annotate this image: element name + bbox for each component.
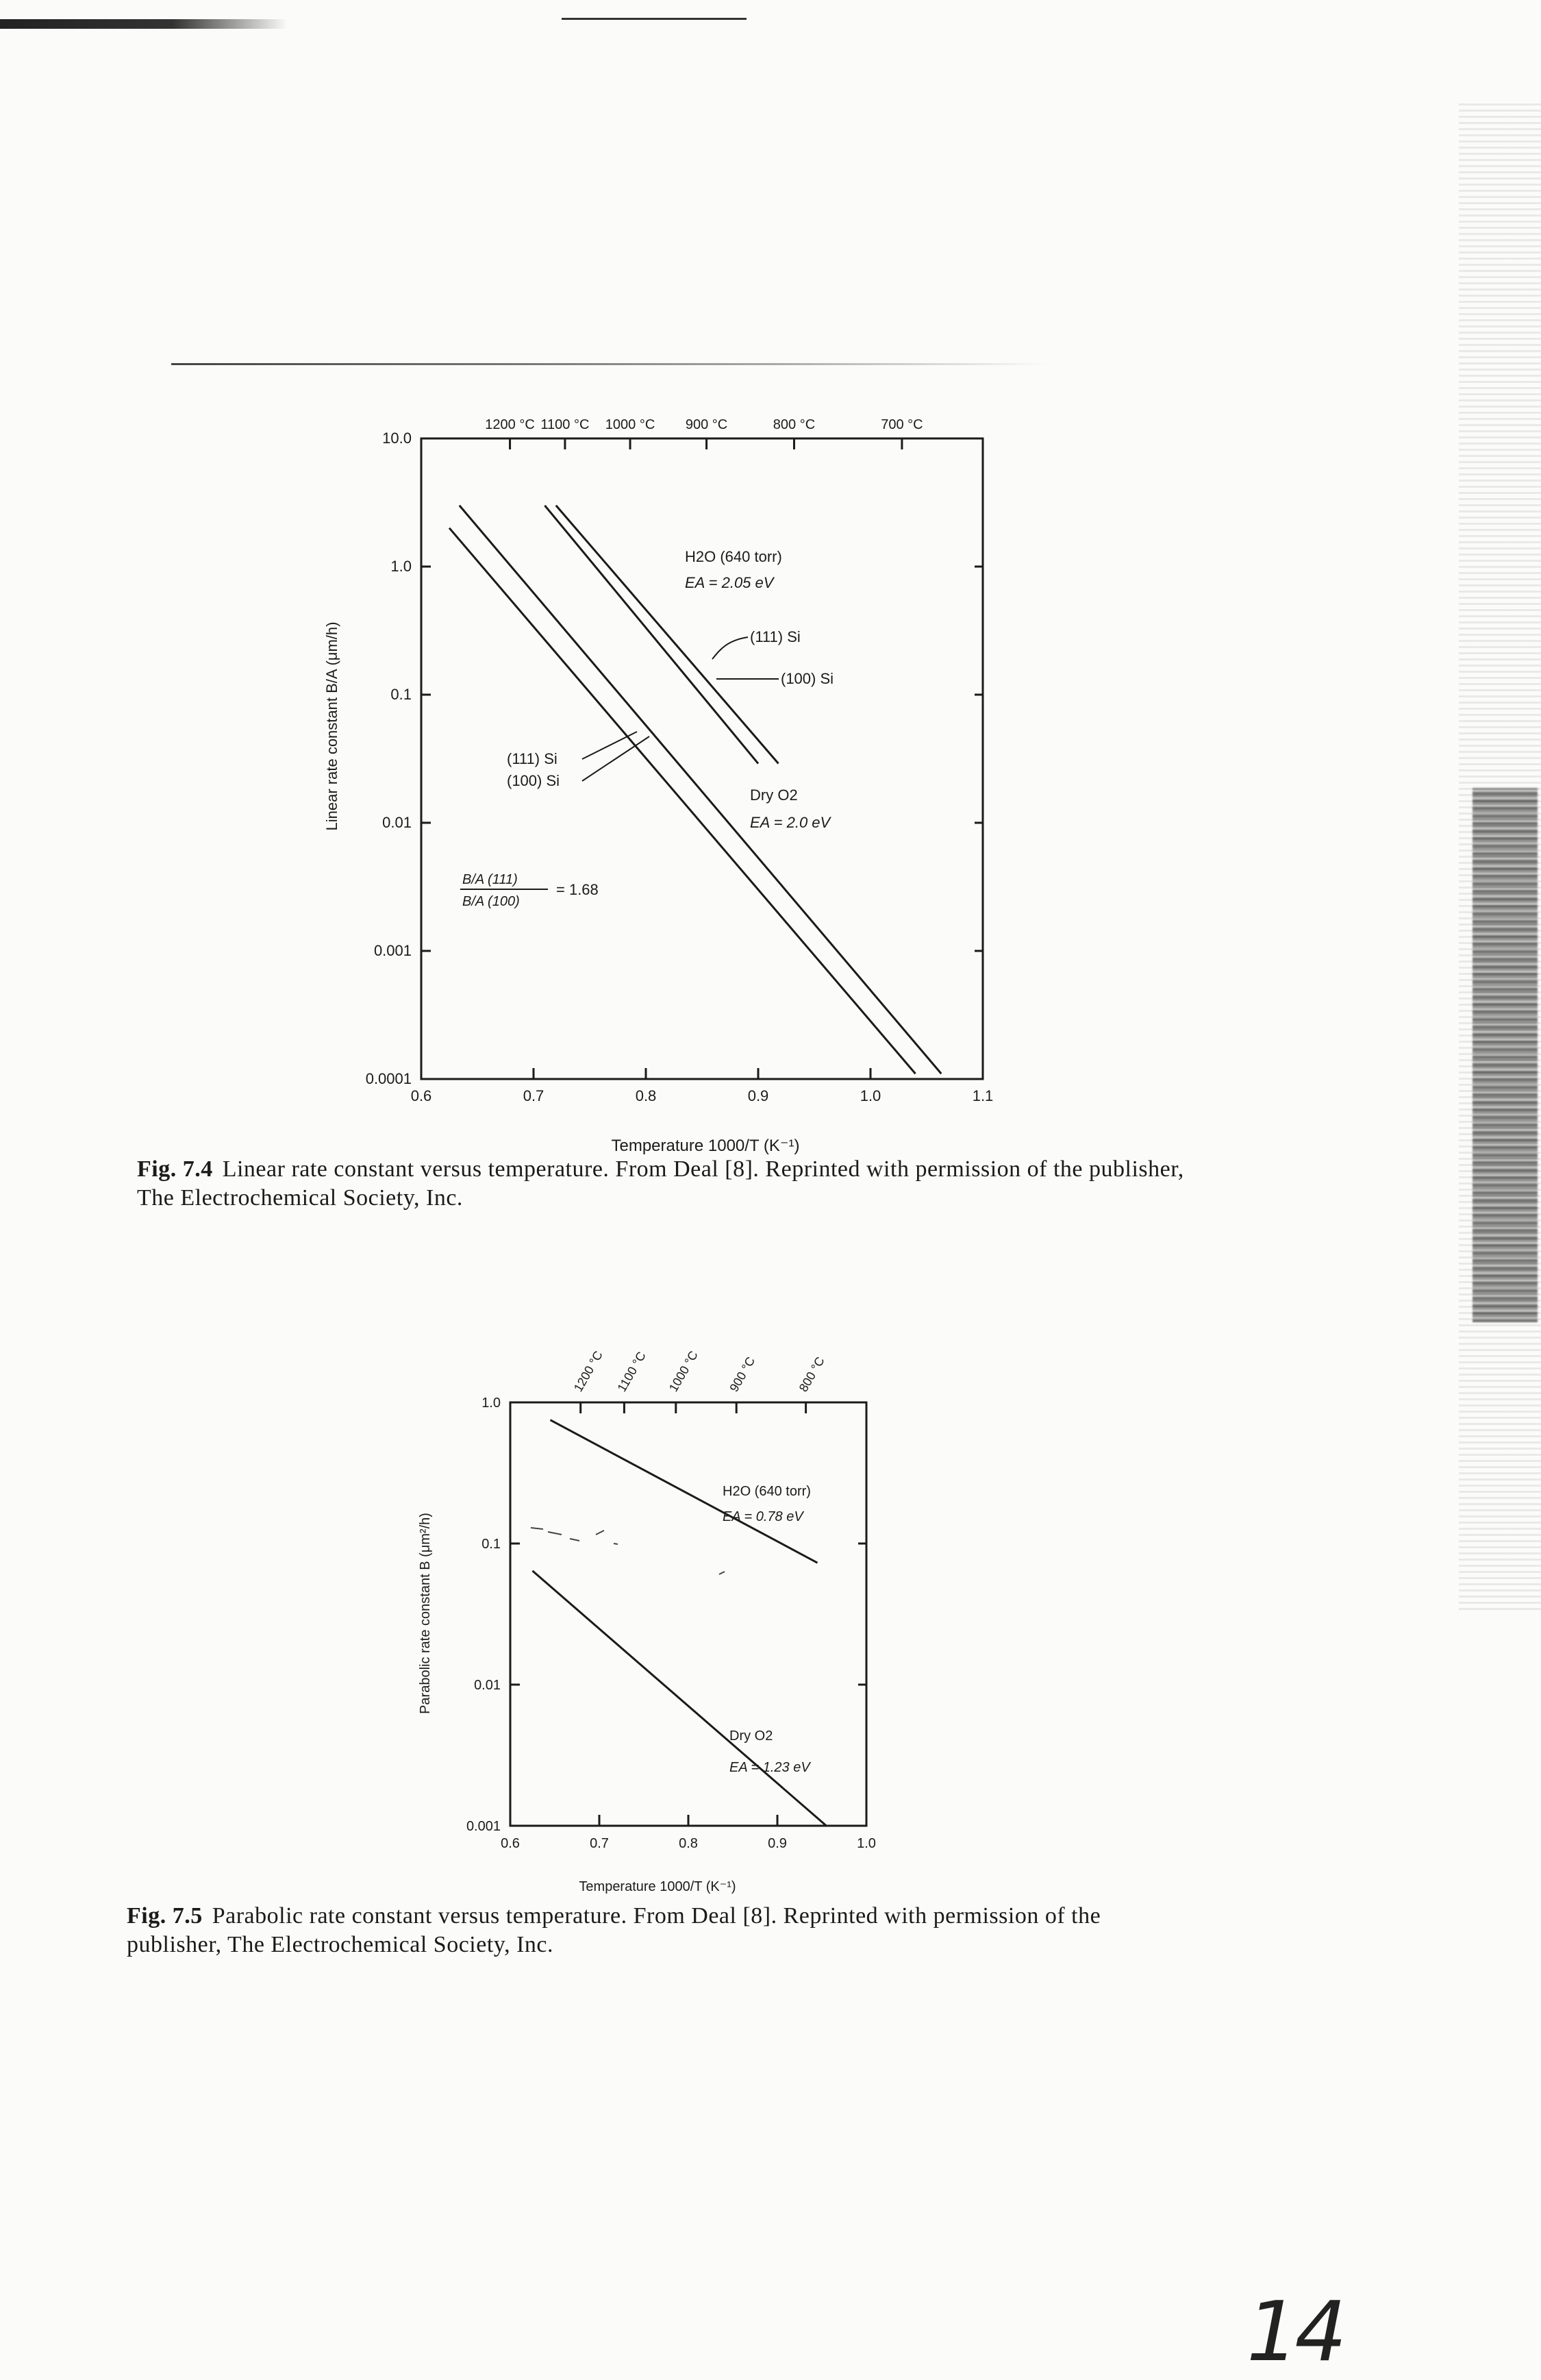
- figure-7-5-label: Fig. 7.5: [127, 1903, 203, 1929]
- dry-ea: EA = 1.23 eV: [729, 1760, 810, 1775]
- dry-111-leader: [582, 732, 637, 759]
- plot-frame: [421, 438, 983, 1079]
- x-tick-label: 0.9: [768, 1836, 787, 1851]
- y-tick-label: 10.0: [382, 430, 412, 447]
- y-tick-label: 0.1: [481, 1537, 501, 1552]
- figure-7-4-caption-text: Linear rate constant versus temperature. From Deal [8]. Reprinted with permission of the publisher, The Electrochemical Society, Inc.: [137, 1156, 1184, 1211]
- top-tick-label: 700 °C: [881, 417, 923, 432]
- dry-100-label: (100) Si: [507, 772, 560, 789]
- wet-100-label: (100) Si: [781, 670, 834, 687]
- dry-ea: EA = 2.0 eV: [750, 814, 831, 831]
- top-tick-label: 800 °C: [773, 417, 816, 432]
- series-line: [544, 506, 758, 764]
- wet-111-label: (111) Si: [750, 628, 801, 645]
- figure-7-4-caption: [137, 1155, 1205, 1213]
- x-tick-label: 0.6: [501, 1836, 520, 1851]
- x-tick-label: 1.0: [857, 1836, 876, 1851]
- ratio-numerator: B/A (111): [462, 872, 518, 887]
- x-tick-label: 0.8: [635, 1087, 657, 1104]
- figure-7-4-label: Fig. 7.4: [137, 1156, 213, 1182]
- figure-7-5-caption: [127, 1902, 1175, 1959]
- y-axis-title: Linear rate constant B/A (μm/h): [323, 621, 340, 831]
- x-tick-label: 0.8: [679, 1836, 698, 1851]
- top-tick-label: 1000 °C: [666, 1348, 701, 1394]
- dry-100-leader: [582, 736, 649, 781]
- top-tick-label: 800 °C: [796, 1354, 827, 1394]
- y-tick-label: 0.01: [382, 814, 412, 831]
- chart-parabolic-rate-constant: [418, 1348, 876, 1894]
- y-tick-label: 0.1: [390, 686, 412, 703]
- y-axis-title: Parabolic rate constant B (μm²/h): [418, 1513, 433, 1714]
- x-tick-label: 0.7: [590, 1836, 609, 1851]
- chart-linear-rate-constant: [323, 417, 993, 1155]
- y-tick-label: 1.0: [481, 1396, 501, 1411]
- y-tick-label: 0.001: [466, 1819, 501, 1834]
- page-number: 14: [1246, 2285, 1343, 2380]
- wet-ea: EA = 0.78 eV: [723, 1509, 803, 1524]
- top-tick-label: 1100 °C: [614, 1349, 649, 1394]
- ratio-denominator: B/A (100): [462, 894, 520, 909]
- dry-label: Dry O2: [729, 1728, 773, 1744]
- top-tick-label: 1200 °C: [571, 1348, 605, 1394]
- series-line: [449, 528, 916, 1074]
- top-tick-label: 1000 °C: [605, 417, 655, 432]
- top-tick-label: 900 °C: [685, 417, 728, 432]
- y-tick-label: 0.0001: [365, 1070, 412, 1087]
- top-temperature-axis: [571, 1348, 827, 1413]
- figure-7-5-caption-text: Parabolic rate constant versus temperature. From Deal [8]. Reprinted with permission of the publisher, The Electrochemical Society, Inc.: [127, 1903, 1101, 1957]
- wet-111-leader: [712, 637, 748, 659]
- x-tick-label: 1.0: [860, 1087, 881, 1104]
- x-axis: [411, 1068, 994, 1104]
- x-axis-title: Temperature 1000/T (K⁻¹): [579, 1879, 736, 1894]
- wet-label: H2O (640 torr): [685, 548, 782, 565]
- top-temperature-axis: [485, 417, 923, 449]
- y-tick-label: 0.01: [474, 1678, 501, 1693]
- x-tick-label: 0.9: [747, 1087, 769, 1104]
- series-line: [556, 506, 779, 764]
- top-tick-label: 1200 °C: [485, 417, 535, 432]
- top-tick-label: 1100 °C: [540, 417, 590, 432]
- x-tick-label: 0.7: [523, 1087, 544, 1104]
- y-tick-label: 0.001: [373, 942, 412, 959]
- dry-label: Dry O2: [750, 786, 798, 804]
- y-tick-label: 1.0: [390, 558, 412, 575]
- plot-frame: [510, 1402, 866, 1826]
- dry-111-label: (111) Si: [507, 750, 557, 767]
- wet-label: H2O (640 torr): [723, 1484, 811, 1499]
- scan-speckle: [531, 1528, 725, 1574]
- wet-ea: EA = 2.05 eV: [685, 574, 774, 591]
- ratio-value: = 1.68: [556, 881, 599, 898]
- x-axis-title: Temperature 1000/T (K⁻¹): [611, 1137, 800, 1155]
- x-tick-label: 0.6: [410, 1087, 432, 1104]
- series-line: [533, 1571, 827, 1826]
- x-tick-label: 1.1: [972, 1087, 994, 1104]
- top-tick-label: 900 °C: [727, 1354, 758, 1394]
